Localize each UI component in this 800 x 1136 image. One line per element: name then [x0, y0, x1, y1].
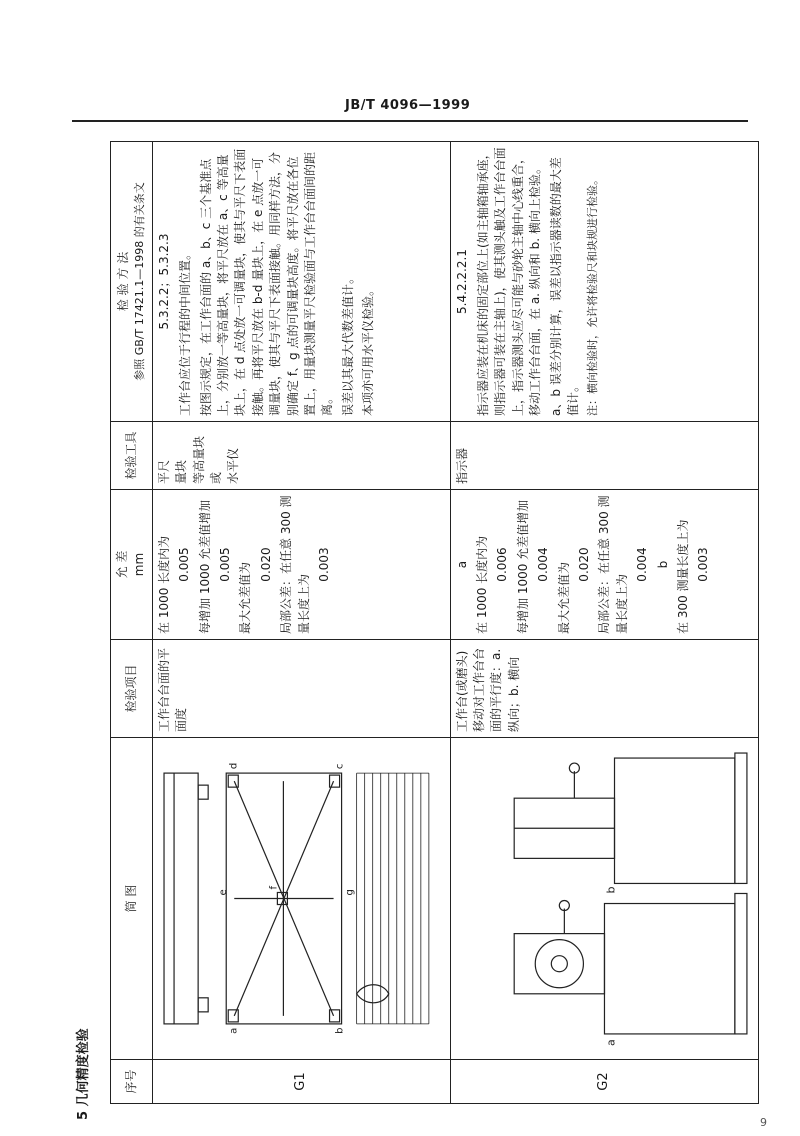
wheelhead-a: [514, 934, 604, 994]
straightedge-side-view: [164, 773, 198, 1024]
col-tools: 检验工具: [111, 422, 153, 490]
header-rule: [72, 120, 748, 122]
method-line: 工作台应位于行程的中间位置。: [178, 247, 193, 416]
method-line: 本项亦可用水平仪检验。: [361, 283, 376, 416]
table-row-g1: [152, 142, 450, 1104]
label-b: b: [334, 1027, 346, 1034]
row-id: G2: [450, 1060, 758, 1104]
tol-line: 最大允差值为: [556, 561, 571, 634]
tools-g2: [450, 422, 758, 490]
gauge-block-left: [198, 998, 208, 1012]
label-b: b: [604, 886, 618, 894]
tool-item: 或: [208, 471, 223, 484]
table-row-g2: [450, 142, 758, 1104]
tol-line: 0.005: [177, 547, 192, 582]
label-c: c: [334, 763, 346, 770]
label-f: f: [268, 885, 280, 890]
col-method-ref: 参照 GB/T 17421.1—1998 的有关条文: [133, 182, 147, 381]
tool-item: 平尺: [156, 459, 171, 484]
section-title: 5 几何精度检验: [76, 1028, 91, 1120]
col-method: [111, 142, 153, 422]
tool-item: 量块: [174, 459, 189, 484]
label-g: g: [344, 889, 356, 896]
tol-line: 0.020: [258, 547, 273, 582]
tool-item: 等高量块: [191, 435, 206, 484]
label-d: d: [228, 762, 240, 770]
tol-line: 在 1000 长度内为: [156, 535, 171, 634]
item-g1: 工作台台面的平面度: [152, 640, 450, 738]
tol-line: 0.006: [495, 547, 510, 582]
col-item: 检验项目: [111, 640, 153, 738]
tol-line: 在 300 测量长度上为: [676, 519, 690, 634]
tol-line: 0.003: [696, 547, 711, 582]
label-a: a: [604, 1039, 618, 1046]
tol-line: a: [454, 560, 469, 569]
block-a: [228, 1010, 238, 1022]
grinding-wheel-a: [535, 940, 583, 988]
wheel-hub-a: [551, 956, 567, 972]
tol-line: 局部公差：在任意 300 测量长度上为: [597, 495, 629, 634]
row-id: G1: [152, 1060, 450, 1104]
gauge-block-right: [198, 785, 208, 799]
tol-line: 在 1000 长度内为: [475, 535, 490, 634]
col-diagram: 简 图: [111, 738, 153, 1060]
method-line: a、b 误差分别计算，误差以指示器读数的最大差值计。: [548, 157, 581, 416]
machine-base-b: [735, 753, 747, 883]
tolerance-g1: [152, 490, 450, 640]
method-line: 误差以其最大代数差值计。: [340, 271, 355, 416]
item-g2: 工作台(或磨头)移动对工作台台面的平行度：a. 纵向；b. 横向: [450, 640, 758, 738]
tol-line: 0.005: [217, 547, 232, 582]
tol-line: 每增加 1000 允差值增加: [515, 499, 530, 634]
inspection-table: [110, 141, 759, 1104]
tol-line: b: [655, 560, 670, 569]
tol-line: 局部公差：在任意 300 测量长度上为: [279, 495, 311, 634]
method-line: 按图示规定，在工作台面的 a、b、c 三个基准点上，分别放一等高量块，将平尺放在 a、c 等高量块上，在 d 点处放一可调量块，使其与平尺下表面接触。再将平尺放在 b-d 量块上，在 e 点放一可调量块，使其与平尺下表面接触。用同样方法，分别确定 f、g 点的可调量块高度。将平尺放在各位置上，用量块测量平尺检验面与工作台台面间的距离。: [198, 148, 335, 416]
page-number: 9: [760, 1116, 767, 1129]
tol-line: 最大允差值为: [238, 561, 253, 634]
method-g1: [152, 142, 450, 422]
diagram-g1: [152, 738, 450, 1060]
machine-column-a: [604, 904, 734, 1034]
table-parallelism-figure: [454, 743, 755, 1054]
tol-line: 0.004: [536, 547, 551, 582]
tolerance-g2: [450, 490, 758, 640]
label-e: e: [218, 889, 230, 896]
tool-item: 水平仪: [226, 447, 241, 484]
method-line: 注：横向检验时，允许将检验尺和块规进行检验。: [586, 174, 600, 416]
tol-line: 0.004: [635, 547, 650, 582]
method-ref: 5.4.2.2.2.1: [454, 249, 469, 314]
label-a: a: [228, 1027, 240, 1034]
tools-g1: [152, 422, 450, 490]
standard-code: JB/T 4096—1999: [345, 98, 471, 113]
block-c: [329, 775, 339, 787]
machine-base-a: [735, 893, 747, 1033]
block-b: [329, 1010, 339, 1022]
col-seq: 序号: [111, 1060, 153, 1104]
worktable-flatness-figure: [156, 743, 447, 1054]
tol-line: 0.020: [577, 547, 592, 582]
tol-line: 每增加 1000 允差值增加: [197, 499, 212, 634]
method-g2: [450, 142, 758, 422]
col-method-title: 检 验 方 法: [115, 251, 130, 312]
method-line: 指示器应装在机床的固定部位上(如主轴箱轴承座，则指示器可装在主轴上)，使其测头触及工作台台面上，指示器测头应尽可能与砂轮主轴中心线重合，移动工作台台面，在 a. 纵向和 b. 横向上检验。: [476, 147, 543, 416]
inspection-table-rotated: [110, 142, 744, 1104]
header-row: [111, 142, 153, 1104]
diagram-g2: [450, 738, 758, 1060]
block-d: [228, 775, 238, 787]
machine-column-b: [614, 758, 734, 883]
col-tolerance: 允 差 mm: [111, 490, 153, 640]
tol-line: 0.003: [316, 547, 331, 582]
tool-item: 指示器: [454, 447, 469, 484]
method-ref: 5.3.2.2；5.3.2.3: [156, 233, 171, 330]
